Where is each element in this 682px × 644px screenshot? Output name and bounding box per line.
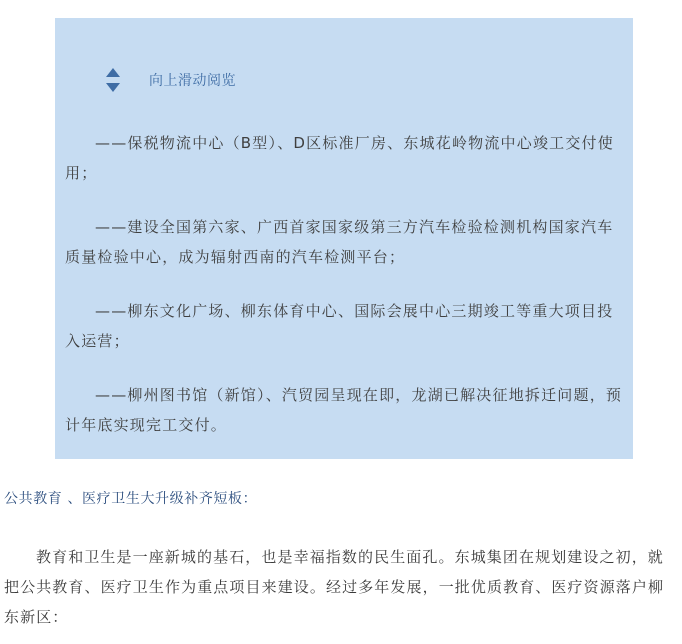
- list-item: [65, 128, 625, 188]
- milestone-list: [65, 128, 625, 464]
- list-item: [65, 380, 625, 440]
- list-item-text: ——保税物流中心（B型）、D区标准厂房、东城花岭物流中心竣工交付使用；: [65, 134, 614, 182]
- list-item-text: ——柳东文化广场、柳东体育中心、国际会展中心三期竣工等重大项目投入运营；: [65, 302, 614, 350]
- body-paragraph: 教育和卫生是一座新城的基石，也是幸福指数的民生面孔。东城集团在规划建设之初，就把公共教育、医疗卫生作为重点项目来建设。经过多年发展，一批优质教育、医疗资源落户柳东新区：: [4, 548, 665, 626]
- scroll-hint: [105, 66, 236, 94]
- list-item-text: ——柳州图书馆（新馆）、汽贸园呈现在即，龙湖已解决征地拆迁问题，预计年底实现完工交付。: [65, 386, 623, 434]
- list-item-text: ——建设全国第六家、广西首家国家级第三方汽车检验检测机构国家汽车质量检验中心，成为辐射西南的汽车检测平台；: [65, 218, 614, 266]
- list-item: [65, 296, 625, 356]
- list-item: [65, 212, 625, 272]
- section-heading: 公共教育 、医疗卫生大升级补齐短板：: [4, 491, 258, 507]
- up-down-arrows-icon: [105, 66, 121, 94]
- scroll-hint-text: 向上滑动阅览: [149, 73, 236, 89]
- scroll-content-box[interactable]: [55, 18, 633, 459]
